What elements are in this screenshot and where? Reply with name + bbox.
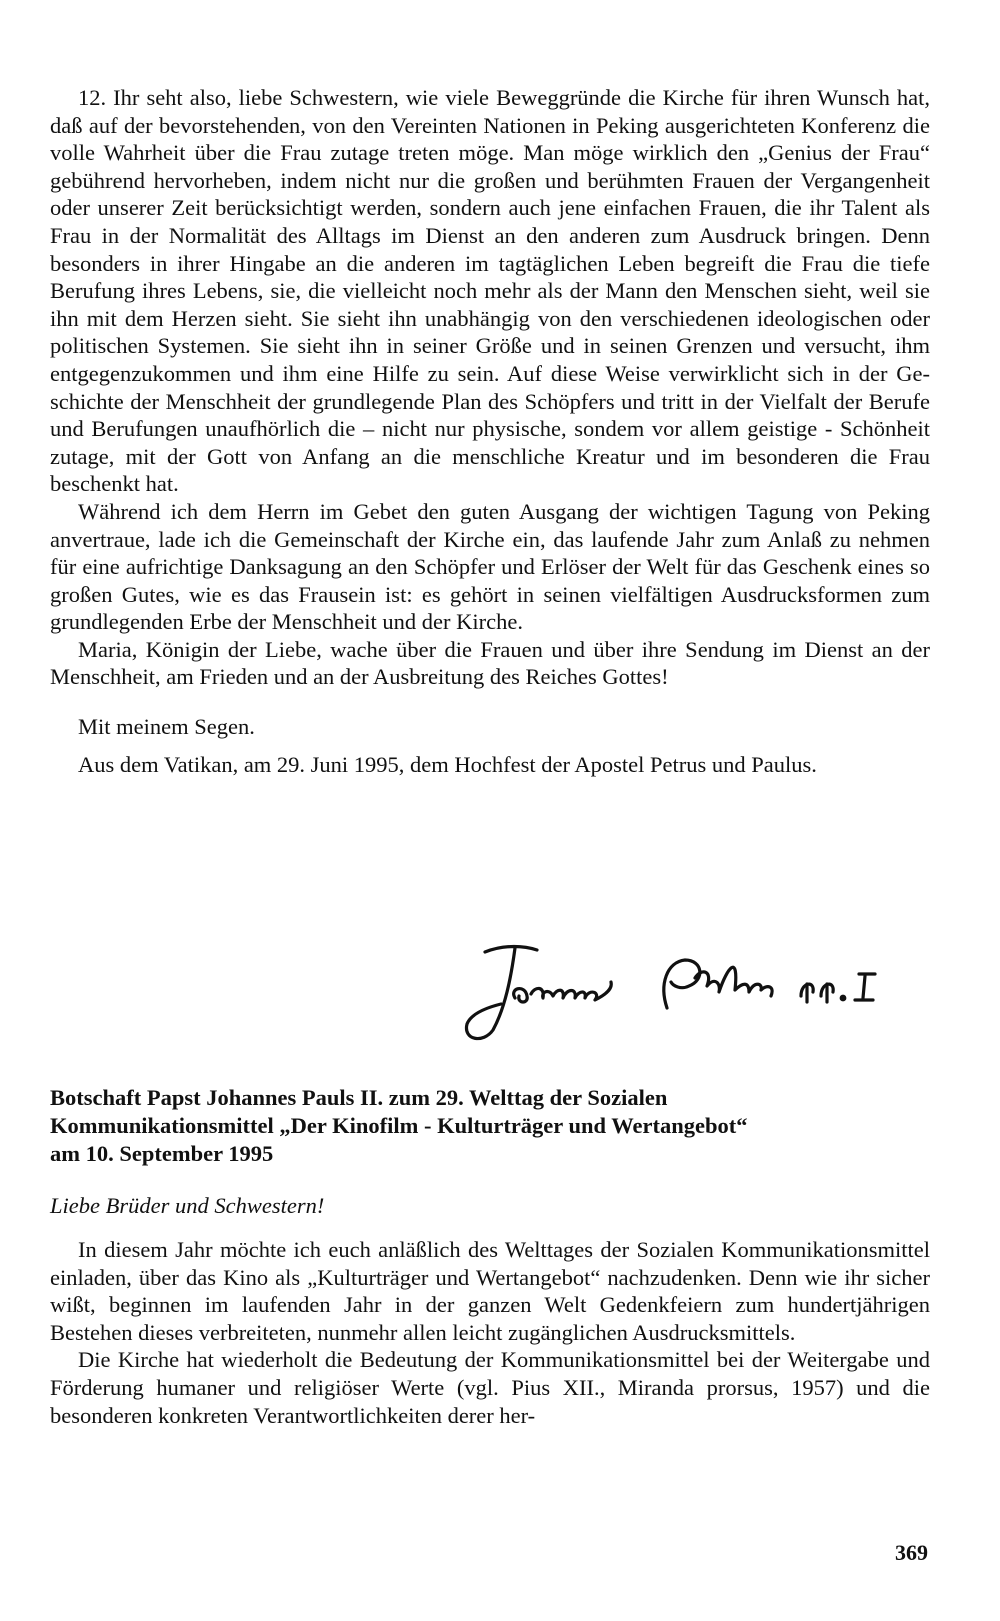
message-body <box>50 1236 930 1429</box>
handwritten-signature <box>445 938 925 1048</box>
message-paragraph-1: In diesem Jahr möchte ich euch anläßlich des Welttages der Sozialen Kommunikationsmittel einladen, über das Kino als „Kulturträger und Wertangebot“ nachzudenken. Denn wie ihr sicher wißt, beginnen im laufenden Jahr in der ganzen Welt Gedenkfeiern zum hundertjährigen Bestehen dieses verbreiteten, nunmehr allen leicht zugänglichen Ausdrucksmittels. <box>50 1237 930 1345</box>
paragraph-12: 12. Ihr seht also, liebe Schwestern, wie viele Beweggründe die Kirche für ihren Wunsch hat, daß auf der bevorstehenden, von den Vereinten Nationen in Peking ausgerichteten Konferenz die volle Wahrheit über die Frau zutage treten möge. Man möge wirklich den „Genius der Frau“ gebührend hervorheben, indem nicht nur die großen und berühmten Frauen der Vergangenheit oder unserer Zeit berücksichtigt werden, sondern auch jene einfachen Frauen, die ihr Talent als Frau in der Normalität des Alltags im Dienst an den anderen zum Ausdruck bringen. Denn besonders in ihrer Hingabe an die anderen im tagtäglichen Leben begreift die Frau die tiefe Berufung ihres Lebens, sie, die vielleicht noch mehr als der Mann den Menschen sieht, weil sie ihn mit dem Herzen sieht. Sie sieht ihn unabhängig von den verschiedenen ideologischen oder politischen Systemen. Sie sieht ihn in seiner Größe und in seinen Grenzen und versucht, ihm entgegenzukommen und ihm eine Hilfe zu sein. Auf diese Weise verwirklicht sich in der Geschichte der Menschheit der grundlegende Plan des Schöpfers und tritt in der Vielfalt der Berufe und Berufungen unaufhörlich die – nicht nur physische, sondem vor allem geistige - Schönheit zutage, mit der Gott von Anfang an die menschliche Kreatur und im besonderen die Frau beschenkt hat. <box>50 85 930 497</box>
message-heading <box>50 1084 930 1168</box>
heading-line-2: Kommunikationsmittel „Der Kinofilm - Kulturträger und Wertangebot“ <box>50 1113 748 1138</box>
paragraph-maria: Maria, Königin der Liebe, wache über die Frauen und über ihre Sendung im Dienst an der Menschheit, am Frieden und an der Ausbreitung des Reiches Gottes! <box>50 636 930 690</box>
paragraph-thanksgiving: Während ich dem Herrn im Gebet den guten Ausgang der wichtigen Tagung von Peking anvertraue, lade ich die Gemeinschaft der Kirche ein, das laufende Jahr zum Anlaß zu nehmen für eine aufrichtige Danksagung an den Schöpfer und Erlöser der Welt für das Geschenk eines so großen Gutes, wie es das Frausein ist: es gehört in seinen vielfältigen Ausdrucksformen zum grundlegenden Erbe der Menschheit und der Kirche. <box>50 498 930 635</box>
heading-line-1: Botschaft Papst Johannes Pauls II. zum 29. Welttag der Sozialen <box>50 1085 668 1110</box>
dateline: Aus dem Vatikan, am 29. Juni 1995, dem Hochfest der Apostel Petrus und Paulus. <box>78 751 817 777</box>
blessing-line: Mit meinem Segen. <box>78 714 255 740</box>
svg-text:Joannes Paulus PP. II: Joannes Paulus PP. II <box>455 1045 473 1047</box>
salutation: Liebe Brüder und Schwestern! <box>50 1193 325 1218</box>
page-number: 369 <box>895 1540 928 1565</box>
heading-line-3: am 10. September 1995 <box>50 1141 274 1166</box>
letter-body <box>50 84 930 778</box>
message-paragraph-2: Die Kirche hat wiederholt die Bedeutung der Kommunikationsmittel bei der Weitergabe und Förderung humaner und religiöser Werte (vgl. Pius XII., Miranda prorsus, 1957) und die besonderen konkreten Verantwortlichkeiten derer her- <box>50 1347 930 1428</box>
